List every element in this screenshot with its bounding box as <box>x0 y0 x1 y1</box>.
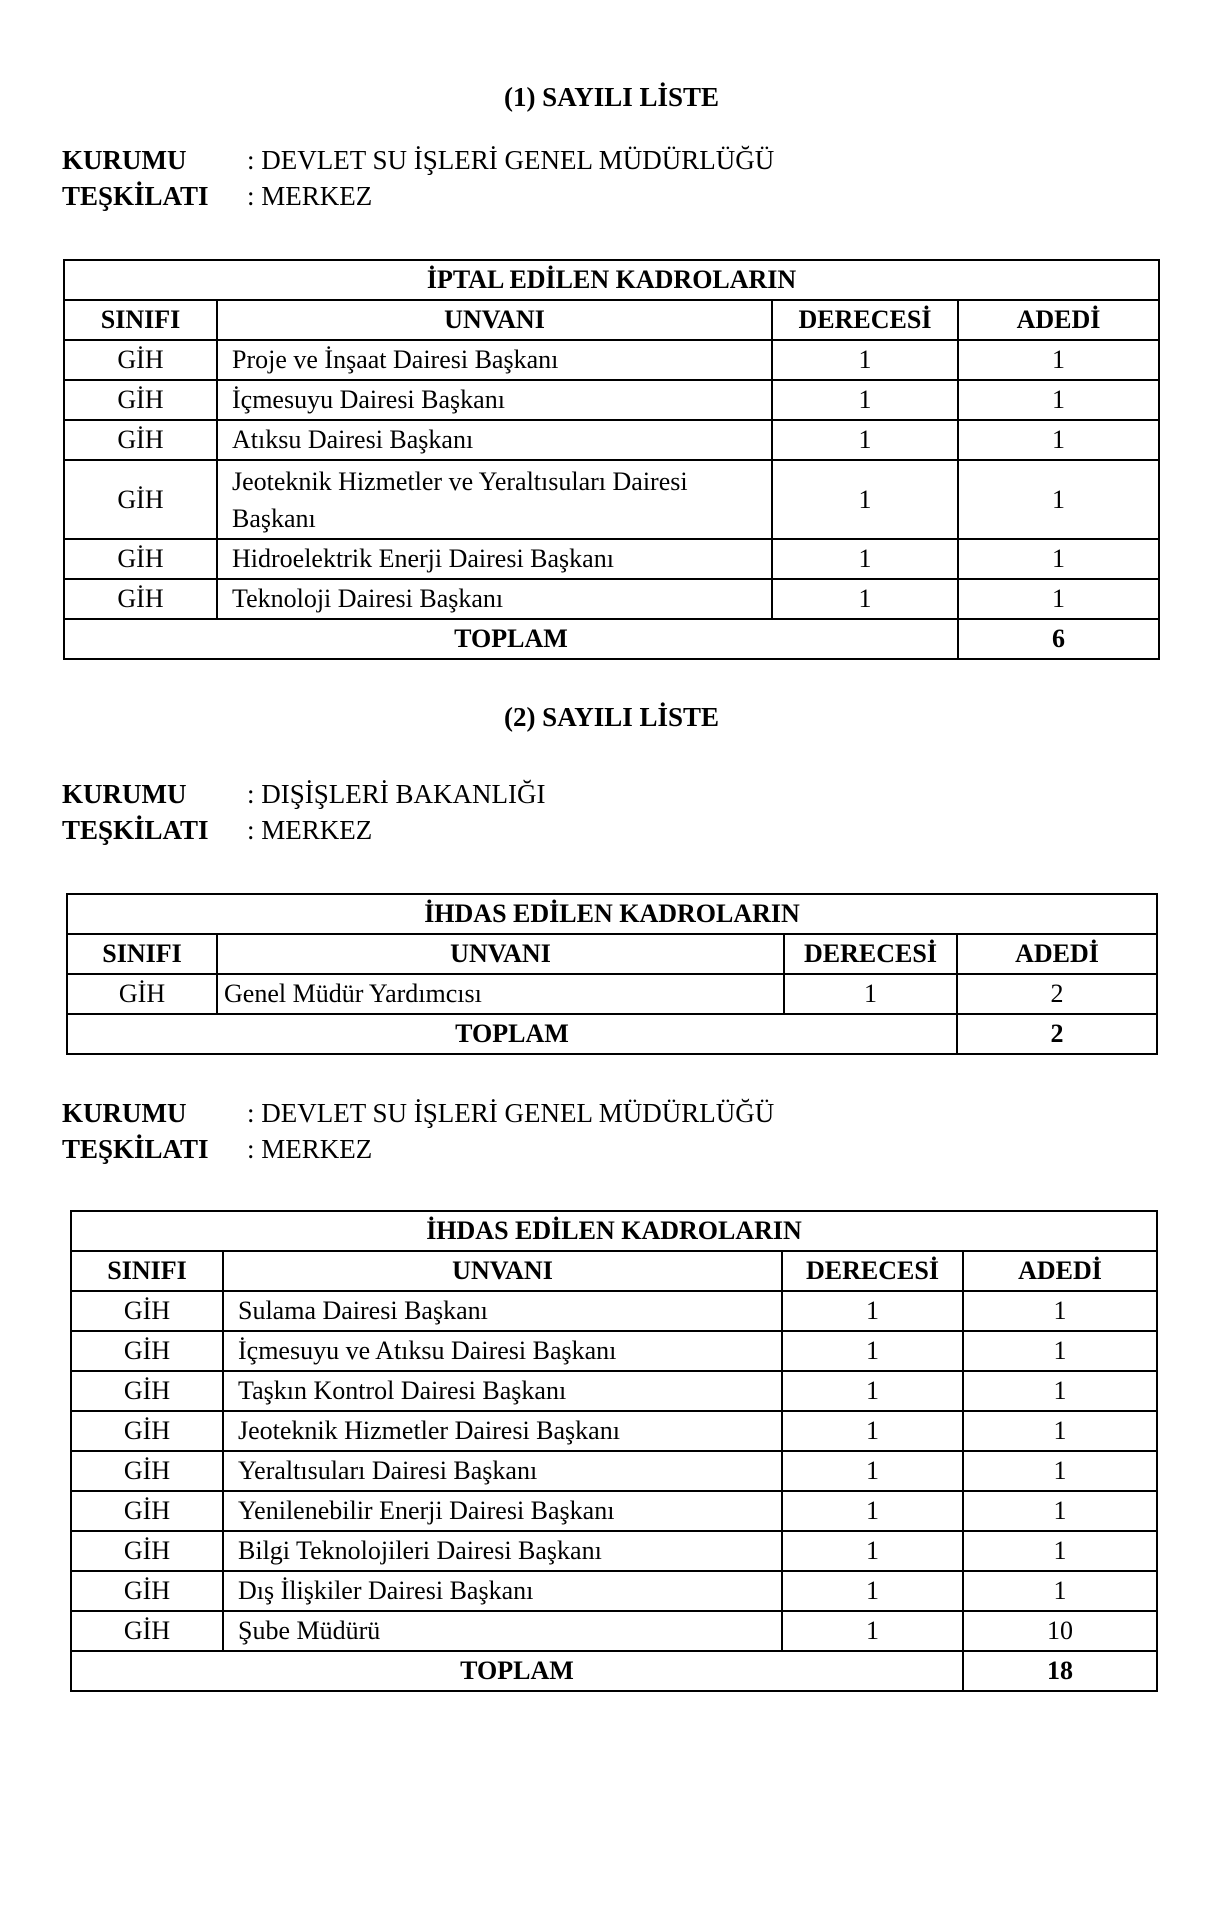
list-2b-header-info <box>62 1095 774 1167</box>
cell-unvani: Teknoloji Dairesi Başkanı <box>217 579 772 619</box>
cell-adedi: 1 <box>963 1571 1157 1611</box>
cell-unvani: Hidroelektrik Enerji Dairesi Başkanı <box>217 539 772 579</box>
table-row <box>71 1571 1157 1611</box>
cell-unvani: İçmesuyu Dairesi Başkanı <box>217 380 772 420</box>
cell-adedi: 1 <box>958 539 1159 579</box>
table-row <box>64 539 1159 579</box>
header-adedi: ADEDİ <box>963 1251 1157 1291</box>
total-row <box>71 1651 1157 1691</box>
header-unvani: UNVANI <box>217 934 784 974</box>
kurumu-label: KURUMU <box>62 1098 187 1128</box>
total-row <box>67 1014 1157 1054</box>
teskilati-label: TEŞKİLATI <box>62 181 209 211</box>
cell-derecesi: 1 <box>772 579 958 619</box>
teskilati-value: : MERKEZ <box>247 815 373 845</box>
cell-unvani: Sulama Dairesi Başkanı <box>223 1291 782 1331</box>
total-label: TOPLAM <box>71 1651 963 1691</box>
cell-derecesi: 1 <box>784 974 957 1014</box>
cell-derecesi: 1 <box>782 1491 963 1531</box>
teskilati-label: TEŞKİLATI <box>62 815 209 845</box>
header-unvani: UNVANI <box>217 300 772 340</box>
header-adedi: ADEDİ <box>958 300 1159 340</box>
total-value: 2 <box>957 1014 1157 1054</box>
table-row <box>64 340 1159 380</box>
total-label: TOPLAM <box>67 1014 957 1054</box>
table-caption: İPTAL EDİLEN KADROLARIN <box>64 260 1159 300</box>
cell-unvani: Dış İlişkiler Dairesi Başkanı <box>223 1571 782 1611</box>
cell-adedi: 1 <box>958 340 1159 380</box>
kurumu-value: : DEVLET SU İŞLERİ GENEL MÜDÜRLÜĞÜ <box>247 145 775 175</box>
cell-sinifi: GİH <box>71 1371 223 1411</box>
cell-unvani: Şube Müdürü <box>223 1611 782 1651</box>
table-row <box>64 579 1159 619</box>
cell-adedi: 1 <box>958 380 1159 420</box>
cell-sinifi: GİH <box>64 380 217 420</box>
cell-sinifi: GİH <box>64 579 217 619</box>
cell-adedi: 1 <box>963 1531 1157 1571</box>
table-row <box>71 1611 1157 1651</box>
cell-adedi: 1 <box>963 1411 1157 1451</box>
header-sinifi: SINIFI <box>67 934 217 974</box>
cell-unvani: Proje ve İnşaat Dairesi Başkanı <box>217 340 772 380</box>
teskilati-value: : MERKEZ <box>247 1134 373 1164</box>
cell-derecesi: 1 <box>782 1331 963 1371</box>
cell-adedi: 1 <box>958 460 1159 539</box>
cell-adedi: 1 <box>963 1291 1157 1331</box>
table-row <box>71 1371 1157 1411</box>
total-row <box>64 619 1159 659</box>
ihdas-kadro-table-dsi <box>70 1210 1158 1692</box>
header-derecesi: DERECESİ <box>782 1251 963 1291</box>
total-value: 6 <box>958 619 1159 659</box>
header-derecesi: DERECESİ <box>772 300 958 340</box>
kurumu-value: : DEVLET SU İŞLERİ GENEL MÜDÜRLÜĞÜ <box>247 1098 775 1128</box>
cell-sinifi: GİH <box>71 1411 223 1451</box>
cell-sinifi: GİH <box>71 1571 223 1611</box>
header-adedi: ADEDİ <box>957 934 1157 974</box>
cell-derecesi: 1 <box>782 1571 963 1611</box>
table-row <box>71 1291 1157 1331</box>
cell-adedi: 10 <box>963 1611 1157 1651</box>
list-1-title: (1) SAYILI LİSTE <box>503 82 720 112</box>
header-sinifi: SINIFI <box>64 300 217 340</box>
header-unvani: UNVANI <box>223 1251 782 1291</box>
table-row <box>64 380 1159 420</box>
cell-unvani: Yenilenebilir Enerji Dairesi Başkanı <box>223 1491 782 1531</box>
teskilati-value: : MERKEZ <box>247 181 373 211</box>
header-sinifi: SINIFI <box>71 1251 223 1291</box>
list-1-header-info <box>62 142 774 214</box>
cell-adedi: 1 <box>963 1331 1157 1371</box>
table-row <box>71 1531 1157 1571</box>
cell-unvani: Genel Müdür Yardımcısı <box>217 974 784 1014</box>
cell-sinifi: GİH <box>64 420 217 460</box>
cell-derecesi: 1 <box>782 1291 963 1331</box>
kurumu-value: : DIŞİŞLERİ BAKANLIĞI <box>247 779 546 809</box>
table-row <box>64 460 1159 539</box>
kurumu-label: KURUMU <box>62 145 187 175</box>
cell-unvani: Yeraltısuları Dairesi Başkanı <box>223 1451 782 1491</box>
cell-sinifi: GİH <box>71 1291 223 1331</box>
table-row <box>67 974 1157 1014</box>
cell-unvani: İçmesuyu ve Atıksu Dairesi Başkanı <box>223 1331 782 1371</box>
cell-unvani: Taşkın Kontrol Dairesi Başkanı <box>223 1371 782 1411</box>
cell-sinifi: GİH <box>64 340 217 380</box>
cell-adedi: 1 <box>958 579 1159 619</box>
table-row <box>71 1491 1157 1531</box>
table-row <box>71 1331 1157 1371</box>
table-row <box>71 1451 1157 1491</box>
total-value: 18 <box>963 1651 1157 1691</box>
cell-derecesi: 1 <box>782 1611 963 1651</box>
cell-derecesi: 1 <box>782 1371 963 1411</box>
header-derecesi: DERECESİ <box>784 934 957 974</box>
cell-unvani: Atıksu Dairesi Başkanı <box>217 420 772 460</box>
list-2a-header-info <box>62 776 545 848</box>
cell-derecesi: 1 <box>782 1451 963 1491</box>
cell-derecesi: 1 <box>772 340 958 380</box>
cell-sinifi: GİH <box>71 1531 223 1571</box>
cell-derecesi: 1 <box>772 420 958 460</box>
total-label: TOPLAM <box>64 619 958 659</box>
cell-adedi: 1 <box>963 1491 1157 1531</box>
cell-sinifi: GİH <box>71 1491 223 1531</box>
cell-derecesi: 1 <box>782 1531 963 1571</box>
cell-derecesi: 1 <box>772 380 958 420</box>
list-2-title: (2) SAYILI LİSTE <box>503 702 720 732</box>
cell-sinifi: GİH <box>71 1611 223 1651</box>
cell-unvani: Bilgi Teknolojileri Dairesi Başkanı <box>223 1531 782 1571</box>
table-caption: İHDAS EDİLEN KADROLARIN <box>67 894 1157 934</box>
kurumu-label: KURUMU <box>62 779 187 809</box>
cell-sinifi: GİH <box>71 1451 223 1491</box>
cell-unvani: Jeoteknik Hizmetler ve Yeraltısuları Dairesi Başkanı <box>217 460 772 539</box>
cell-sinifi: GİH <box>64 539 217 579</box>
cell-derecesi: 1 <box>782 1411 963 1451</box>
teskilati-label: TEŞKİLATI <box>62 1134 209 1164</box>
table-row <box>71 1411 1157 1451</box>
cell-derecesi: 1 <box>772 539 958 579</box>
cell-sinifi: GİH <box>67 974 217 1014</box>
cell-sinifi: GİH <box>64 460 217 539</box>
iptal-kadro-table <box>63 259 1160 660</box>
cell-adedi: 2 <box>957 974 1157 1014</box>
cell-adedi: 1 <box>963 1451 1157 1491</box>
cell-unvani: Jeoteknik Hizmetler Dairesi Başkanı <box>223 1411 782 1451</box>
cell-adedi: 1 <box>958 420 1159 460</box>
cell-sinifi: GİH <box>71 1331 223 1371</box>
ihdas-kadro-table-disisleri <box>66 893 1158 1055</box>
table-row <box>64 420 1159 460</box>
table-caption: İHDAS EDİLEN KADROLARIN <box>71 1211 1157 1251</box>
cell-derecesi: 1 <box>772 460 958 539</box>
cell-adedi: 1 <box>963 1371 1157 1411</box>
